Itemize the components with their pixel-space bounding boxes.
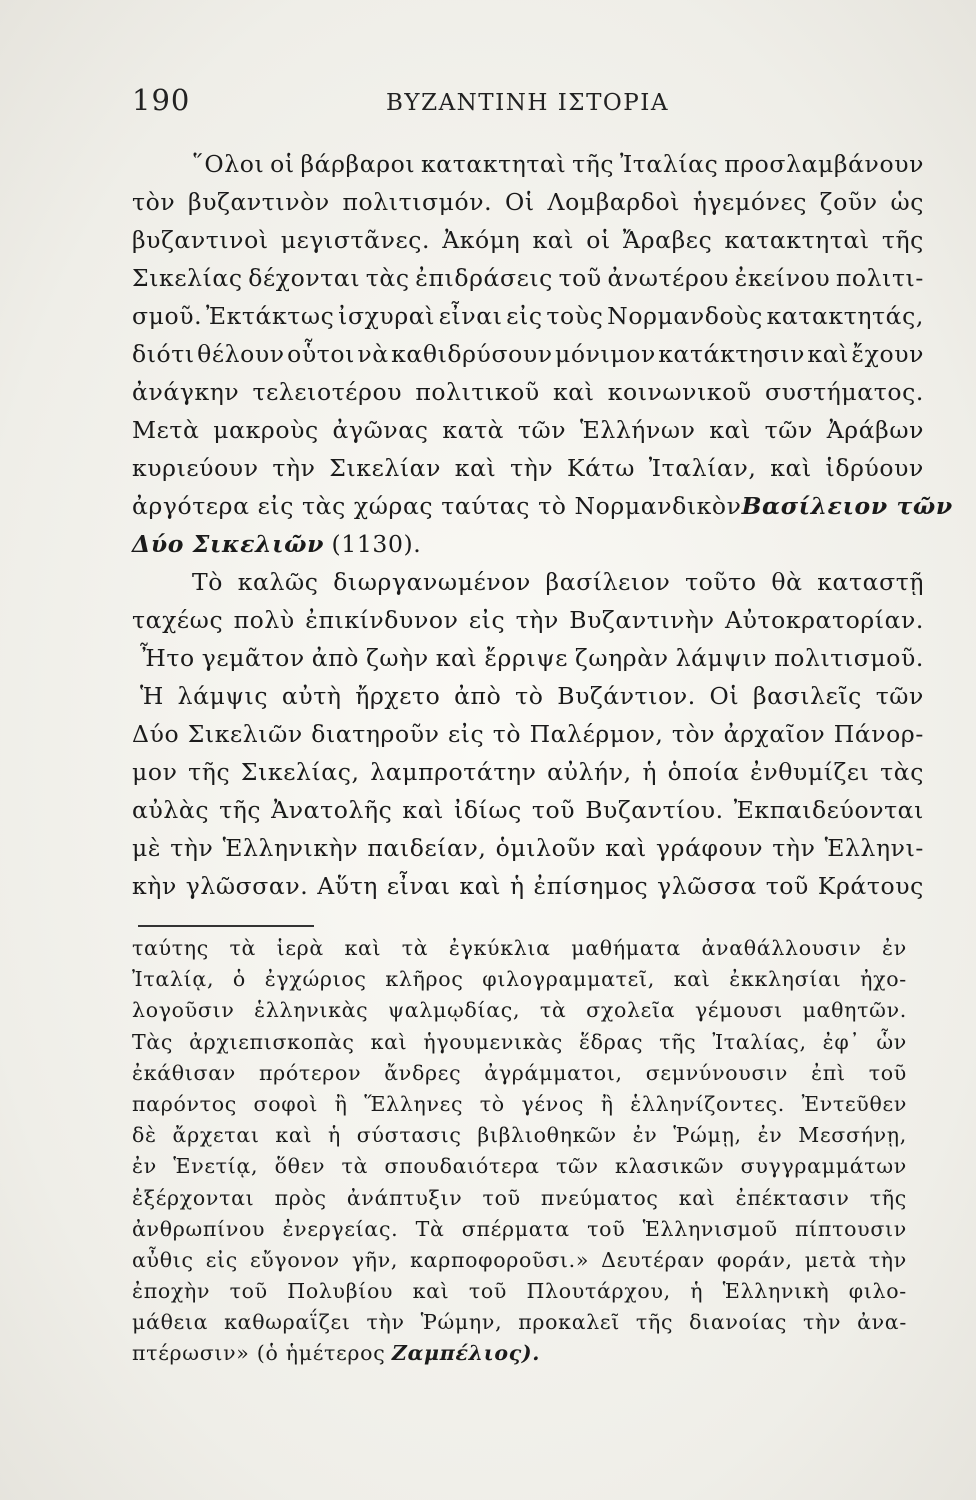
footnote-line: λογοῦσιν ἑλληνικὰς ψαλμῳδίας, τὰ σχολεῖα γέμουσι μαθητῶν. [132, 998, 907, 1023]
bold-text-span: Ζαμπέλιος). [391, 1341, 541, 1366]
text-span: πτέρωσιν» (ὁ ἡμέτερος [132, 1341, 386, 1366]
text-line: τὸν βυζαντινὸν πολιτισμόν. Οἱ Λομβαρδοὶ ἡγεμόνες ζοῦν ὡς [132, 188, 924, 216]
text-line: διότι θέλουν οὗτοι νὰ καθιδρύσουν μόνιμον κατάκτησιν καὶ ἔχουν [132, 340, 924, 368]
running-head: ΒΥΖΑΝΤΙΝΗ ΙΣΤΟΡΙΑ [386, 90, 669, 116]
footnote-divider [138, 925, 314, 927]
text-line: κυριεύουν τὴν Σικελίαν καὶ τὴν Κάτω Ἰταλίαν, καὶ ἱδρύουν [132, 454, 924, 482]
footnote-line: ἐποχὴν τοῦ Πολυβίου καὶ τοῦ Πλουτάρχου, ἡ Ἑλληνικὴ φιλο- [132, 1279, 907, 1304]
text-line: ταχέως πολὺ ἐπικίνδυνον εἰς τὴν Βυζαντινὴν Αὐτοκρατορίαν. [132, 606, 924, 634]
bold-text-span: Βασίλειον τῶν [741, 492, 953, 520]
footnote-line: Ἰταλίᾳ, ὁ ἐγχώριος κλῆρος φιλογραμματεῖ, καὶ ἐκκλησίαι ἠχο- [132, 967, 907, 992]
footnote-line: ταύτης τὰ ἱερὰ καὶ τὰ ἐγκύκλια μαθήματα ἀναθάλλουσιν ἐν [132, 936, 907, 960]
footnote-line: μάθεια καθωραΐζει τὴν Ῥώμην, προκαλεῖ τῆς διανοίας τὴν ἀνα- [132, 1310, 907, 1335]
text-line: Τὸ καλῶς διωργανωμένον βασίλειον τοῦτο θὰ καταστῇ [192, 568, 924, 596]
text-span: (1130). [331, 530, 422, 558]
text-line: μον τῆς Σικελίας, λαμπροτάτην αὐλήν, ἡ ὁποία ἐνθυμίζει τὰς [132, 758, 924, 786]
footnote-line: ἐν Ἑνετίᾳ, ὅθεν τὰ σπουδαιότερα τῶν κλασικῶν συγγραμμάτων [132, 1154, 907, 1179]
text-line: Σικελίας δέχονται τὰς ἐπιδράσεις τοῦ ἀνωτέρου ἐκείνου πολιτι- [132, 264, 924, 292]
text-line: μὲ τὴν Ἑλληνικὴν παιδείαν, ὁμιλοῦν καὶ γράφουν τὴν Ἑλληνι- [132, 834, 924, 862]
text-line: Δύο Σικελιῶν διατηροῦν εἰς τὸ Παλέρμον, τὸν ἀρχαῖον Πάνορ- [132, 720, 924, 748]
footnote-line: ἐκάθισαν πρότερον ἄνδρες ἀγράμματοι, σεμνύνουσιν ἐπὶ τοῦ [132, 1060, 907, 1085]
text-line: κὴν γλῶσσαν. Αὕτη εἶναι καὶ ἡ ἐπίσημος γλῶσσα τοῦ Κράτους [132, 872, 924, 900]
footnote-line: ἀνθρωπίνου ἐνεργείας. Τὰ σπέρματα τοῦ Ἑλληνισμοῦ πίπτουσιν [132, 1216, 907, 1241]
text-span: ἀργότερα εἰς τὰς χώρας ταύτας τὸ Νορμανδικὸν [132, 492, 742, 520]
text-line: Μετὰ μακροὺς ἀγῶνας κατὰ τῶν Ἑλλήνων καὶ τῶν Ἀράβων [132, 416, 924, 444]
footnote-line: ἐξέρχονται πρὸς ἀνάπτυξιν τοῦ πνεύματος καὶ ἐπέκτασιν τῆς [132, 1185, 907, 1210]
main-text [132, 150, 953, 910]
text-line-with-bold [132, 530, 924, 568]
footnote [132, 936, 907, 1373]
text-line: αὐλὰς τῆς Ἀνατολῆς καὶ ἰδίως τοῦ Βυζαντίου. Ἐκπαιδεύονται [132, 796, 924, 824]
footnote-line: παρόντος σοφοὶ ἢ Ἕλληνες τὸ γένος ἢ ἑλληνίζοντες. Ἐντεῦθεν [132, 1091, 907, 1116]
text-line: ῞Ολοι οἱ βάρβαροι κατακτηταὶ τῆς Ἰταλίας προσλαμβάνουν [192, 150, 924, 178]
text-line: σμοῦ. Ἐκτάκτως ἰσχυραὶ εἶναι εἰς τοὺς Νορμανδοὺς κατακτητάς, [132, 302, 924, 330]
bold-text-span: Δύο Σικελιῶν [132, 530, 325, 558]
page-number: 190 [132, 83, 191, 117]
text-line: Ἡ λάμψις αὐτὴ ἤρχετο ἀπὸ τὸ Βυζάντιον. Οἱ βασιλεῖς τῶν [140, 682, 924, 710]
text-line: Ἦτο γεμᾶτον ἀπὸ ζωὴν καὶ ἔρριψε ζωηρὰν λάμψιν πολιτισμοῦ. [140, 644, 924, 672]
text-line: ἀνάγκην τελειοτέρου πολιτικοῦ καὶ κοινωνικοῦ συστήματος. [132, 378, 924, 406]
footnote-line: Τὰς ἀρχιεπισκοπὰς καὶ ἡγουμενικὰς ἕδρας τῆς Ἰταλίας, ἐφ᾽ ὧν [132, 1029, 907, 1054]
footnote-line-with-bold [132, 1341, 907, 1372]
text-line: βυζαντινοὶ μεγιστᾶνες. Ἀκόμη καὶ οἱ Ἄραβες κατακτηταὶ τῆς [132, 226, 924, 254]
footnote-line: δὲ ἄρχεται καὶ ἡ σύστασις βιβλιοθηκῶν ἐν Ῥώμῃ, ἐν Μεσσήνῃ, [132, 1123, 907, 1148]
text-line-with-bold [132, 492, 953, 530]
footnote-line: αὖθις εἰς εὔγονον γῆν, καρποφοροῦσι.» Δευτέραν φοράν, μετὰ τὴν [132, 1247, 907, 1272]
